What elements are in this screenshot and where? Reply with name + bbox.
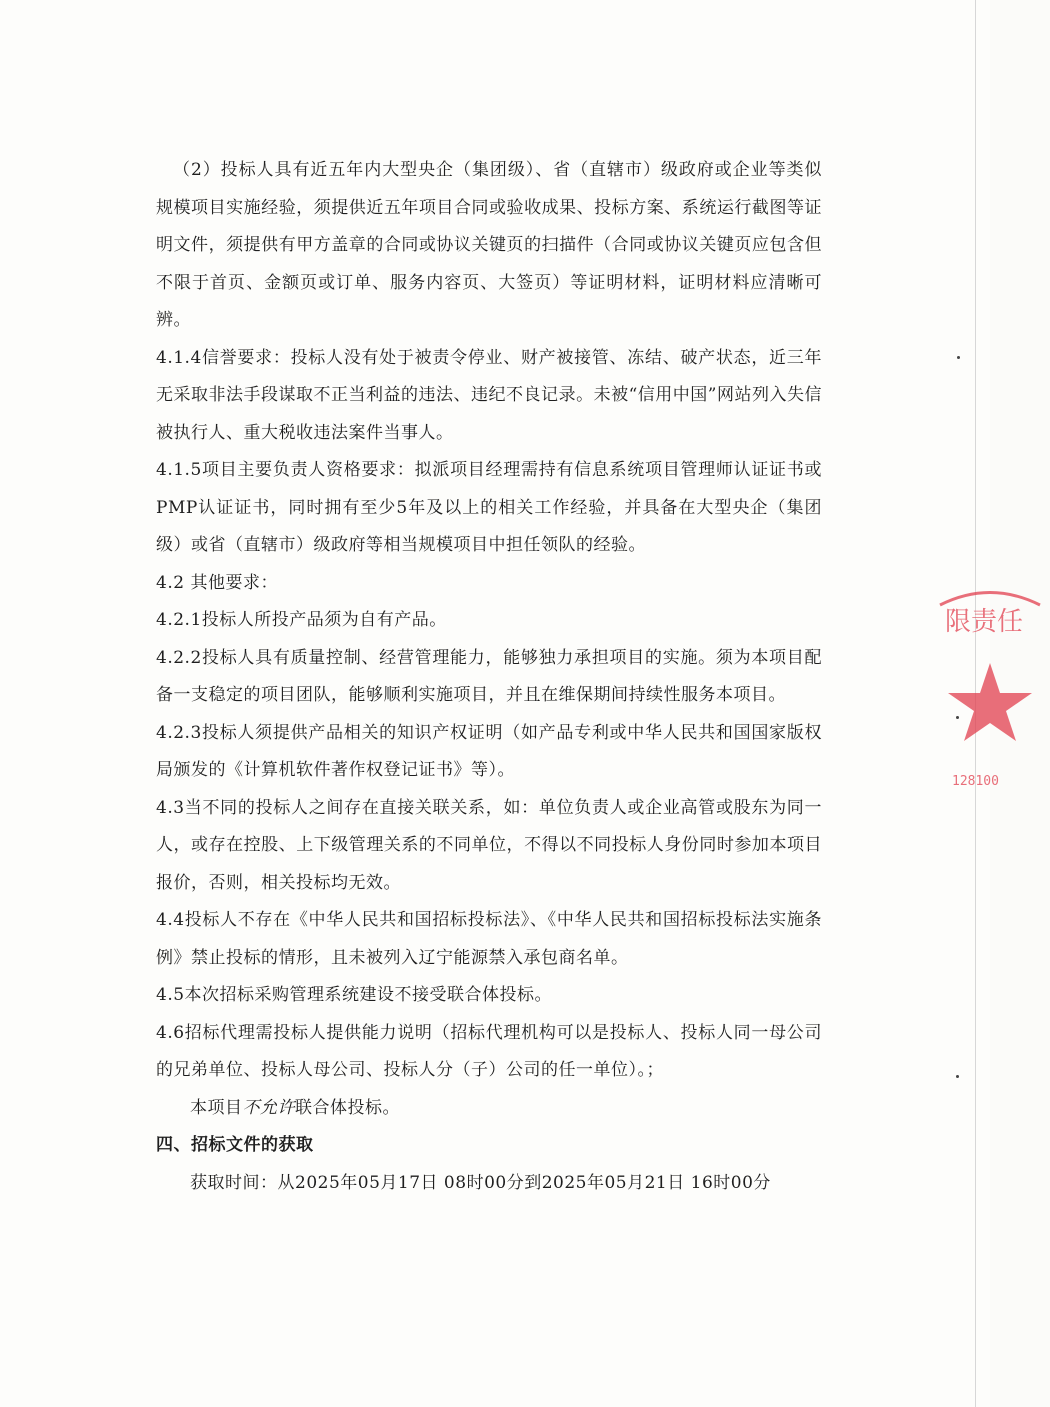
paragraph-agency-capability: 4.6招标代理需投标人提供能力说明（招标代理机构可以是投标人、投标人同一母公司的兄弟单位、投标人母公司、投标人分（子）公司的任一单位）。；: [156, 1022, 822, 1080]
section-heading: 四、招标文件的获取: [156, 1135, 314, 1155]
paragraph-acquire-time: 获取时间：从2025年05月17日 08时00分到2025年05月21日 16时00分: [190, 1172, 771, 1193]
document-body: [156, 152, 822, 1202]
seal-text: 限责任: [945, 607, 1024, 637]
consortium-suffix: 联合体投标。: [295, 1097, 400, 1118]
paragraph-experience: （2）投标人具有近五年内大型央企（集团级）、省（直辖市）级政府或企业等类似规模项目实施经验，须提供近五年项目合同或验收成果、投标方案、系统运行截图等证明文件，须提供有甲方盖章的合同或协议关键页的扫描件（合同或协议关键页应包含但不限于首页、金额页或订单、服务内容页、大签页）等证明材料，证明材料应清晰可辨。: [156, 160, 822, 330]
paragraph-ip-proof: 4.2.3投标人须提供产品相关的知识产权证明（如产品专利或中华人民共和国国家版权局颁发的《计算机软件著作权登记证书》等）。: [156, 722, 822, 780]
paragraph-own-product: 4.2.1投标人所投产品须为自有产品。: [156, 610, 447, 630]
company-seal: [930, 585, 1050, 815]
seal-arc: [940, 593, 1040, 606]
paragraph-credit: 4.1.4信誉要求：投标人没有处于被责令停业、财产被接管、冻结、破产状态，近三年无采取非法手段谋取不正当利益的违法、违纪不良记录。未被“信用中国”网站列入失信被执行人、重大税收违法案件当事人。: [156, 347, 822, 443]
paragraph-quality-control: 4.2.2投标人具有质量控制、经营管理能力，能够独力承担项目的实施。须为本项目配备一支稳定的项目团队，能够顺利实施项目，并且在维保期间持续性服务本项目。: [156, 647, 822, 705]
consortium-prefix: 本项目: [190, 1097, 243, 1118]
paragraph-other-requirements: 4.2 其他要求：: [156, 572, 278, 593]
paragraph-no-consortium: 4.5本次招标采购管理系统建设不接受联合体投标。: [156, 985, 553, 1005]
scan-dot: [956, 716, 959, 719]
consortium-value: 不允许: [242, 1097, 295, 1118]
paragraph-manager-qualification: 4.1.5项目主要负责人资格要求：拟派项目经理需持有信息系统项目管理师认证证书或PMP认证证书，同时拥有至少5年及以上的相关工作经验，并具备在大型央企（集团级）或省（直辖市）级政府等相当规模项目中担任领队的经验。: [156, 460, 822, 555]
paragraph-consortium-statement: [156, 1090, 822, 1128]
paragraph-bidding-law: 4.4投标人不存在《中华人民共和国招标投标法》、《中华人民共和国招标投标法实施条例》禁止投标的情形，且未被列入辽宁能源禁入承包商名单。: [156, 910, 822, 968]
scan-dot: [957, 356, 960, 359]
seal-number: 128100: [952, 774, 999, 789]
scan-dot: [956, 1075, 959, 1078]
seal-star-icon: [948, 663, 1032, 741]
paragraph-related-bidders: 4.3当不同的投标人之间存在直接关联关系，如：单位负责人或企业高管或股东为同一人，或存在控股、上下级管理关系的不同单位，不得以不同投标人身份同时参加本项目报价，否则，相关投标均无效。: [156, 797, 822, 893]
